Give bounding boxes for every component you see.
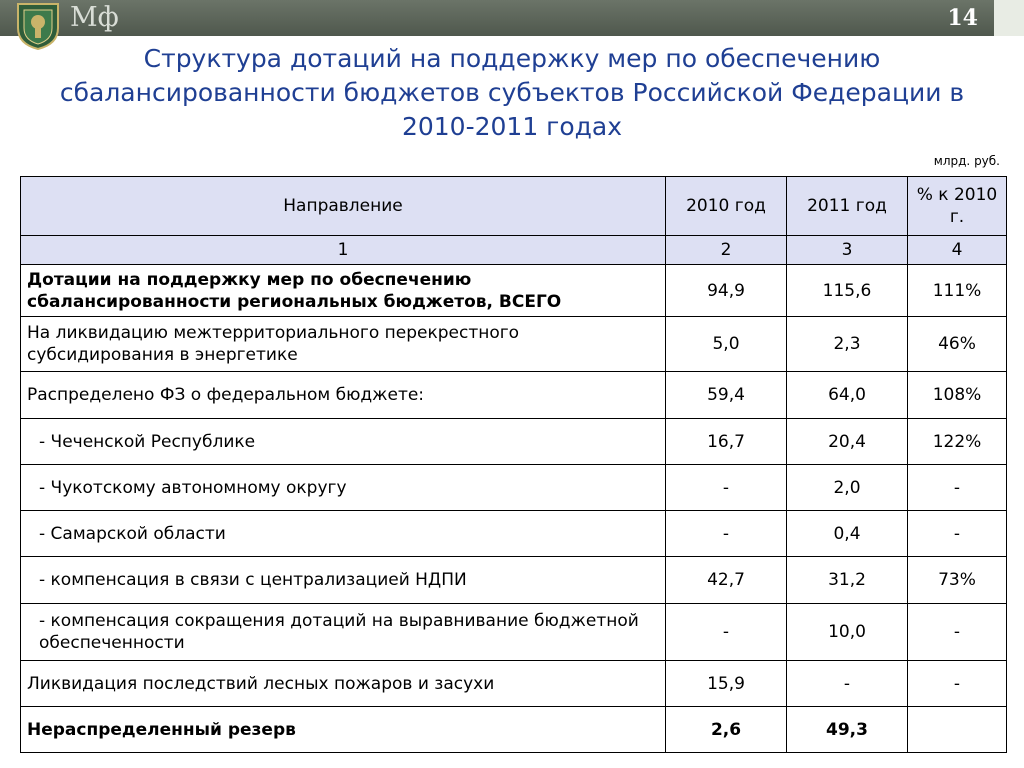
value-pct: 108% [908, 372, 1007, 419]
row-label: Распределено ФЗ о федеральном бюджете: [21, 372, 666, 419]
row-label: Дотации на поддержку мер по обеспечению сбалансированности региональных бюджетов, ВСЕГО [21, 265, 666, 317]
table-row [21, 557, 1007, 604]
value-2011: 31,2 [787, 557, 908, 604]
row-label: - Чеченской Республике [21, 419, 666, 465]
table-row [21, 372, 1007, 419]
value-2011: 20,4 [787, 419, 908, 465]
top-bar [0, 0, 1024, 36]
column-header-2010: 2010 год [666, 177, 787, 236]
row-label: - компенсация в связи с централизацией НДПИ [21, 557, 666, 604]
dotations-table [20, 176, 1007, 753]
value-2010: - [666, 604, 787, 661]
value-pct [908, 707, 1007, 753]
value-pct: - [908, 604, 1007, 661]
table-row [21, 604, 1007, 661]
value-2010: - [666, 511, 787, 557]
unit-label: млрд. руб. [933, 154, 1000, 168]
table-row [21, 317, 1007, 372]
column-number: 1 [21, 236, 666, 265]
slide-title: Структура дотаций на поддержку мер по обеспечению сбалансированности бюджетов субъектов Российской Федерации в 2010-2011 годах [59, 44, 965, 141]
value-2010: 2,6 [666, 707, 787, 753]
value-2011: 115,6 [787, 265, 908, 317]
value-2010: 59,4 [666, 372, 787, 419]
value-2011: 2,3 [787, 317, 908, 372]
value-2011: - [787, 661, 908, 707]
page-number: 14 [947, 5, 978, 31]
logo-text: Мф [70, 2, 119, 33]
column-number: 3 [787, 236, 908, 265]
value-2011: 10,0 [787, 604, 908, 661]
column-number: 4 [908, 236, 1007, 265]
value-2010: 16,7 [666, 419, 787, 465]
table-row [21, 707, 1007, 753]
value-pct: 122% [908, 419, 1007, 465]
value-pct: 73% [908, 557, 1007, 604]
value-2011: 2,0 [787, 465, 908, 511]
value-2010: 94,9 [666, 265, 787, 317]
value-2010: 15,9 [666, 661, 787, 707]
column-header-direction: Направление [21, 177, 666, 236]
header-corner-block [994, 0, 1024, 36]
table-row [21, 265, 1007, 317]
table-row [21, 661, 1007, 707]
table-row [21, 419, 1007, 465]
value-pct: - [908, 661, 1007, 707]
row-label: Нераспределенный резерв [21, 707, 666, 753]
row-label: - Самарской области [21, 511, 666, 557]
column-number-row [21, 236, 1007, 265]
column-header-pct: % к 2010 г. [908, 177, 1007, 236]
value-2011: 0,4 [787, 511, 908, 557]
value-pct: - [908, 465, 1007, 511]
value-pct: 46% [908, 317, 1007, 372]
value-2010: 42,7 [666, 557, 787, 604]
value-pct: - [908, 511, 1007, 557]
row-label: Ликвидация последствий лесных пожаров и засухи [21, 661, 666, 707]
column-number: 2 [666, 236, 787, 265]
value-2011: 49,3 [787, 707, 908, 753]
value-pct: 111% [908, 265, 1007, 317]
value-2010: 5,0 [666, 317, 787, 372]
table-row [21, 465, 1007, 511]
value-2011: 64,0 [787, 372, 908, 419]
row-label: На ликвидацию межтерриториального перекрестного субсидирования в энергетике [21, 317, 666, 372]
row-label: - компенсация сокращения дотаций на выравнивание бюджетной обеспеченности [21, 604, 666, 661]
row-label: - Чукотскому автономному округу [21, 465, 666, 511]
column-header-2011: 2011 год [787, 177, 908, 236]
table-row [21, 511, 1007, 557]
table-header-row [21, 177, 1007, 236]
value-2010: - [666, 465, 787, 511]
